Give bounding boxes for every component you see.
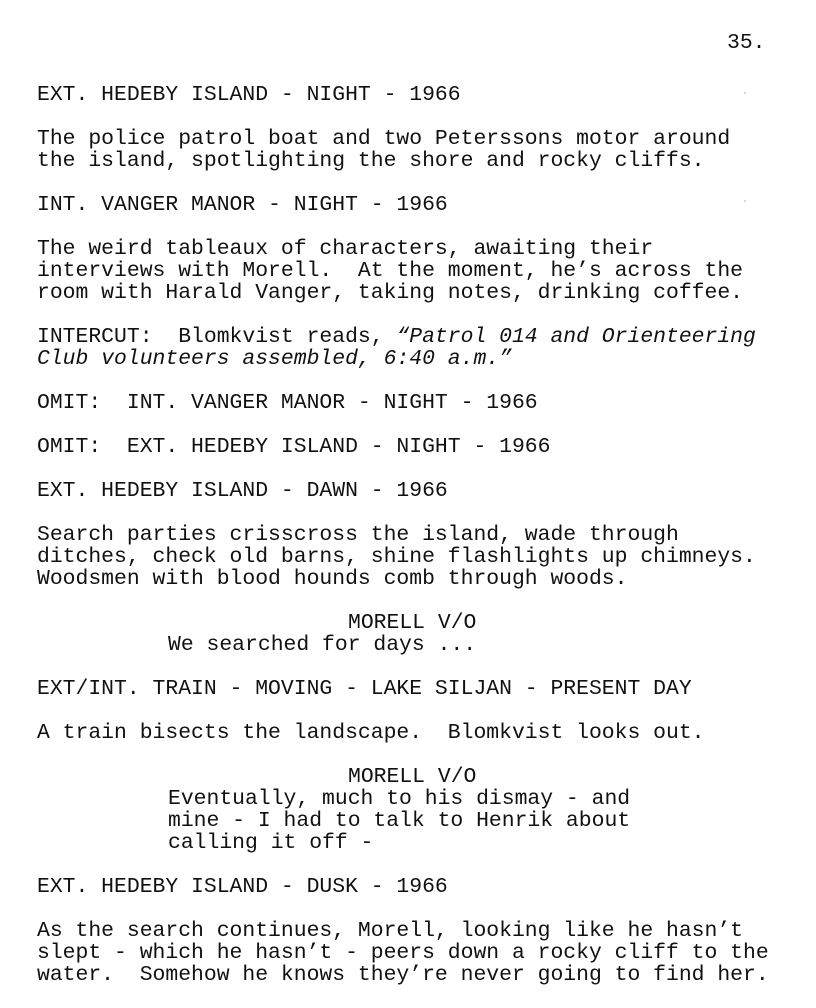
action-text (37, 920, 807, 986)
scene-heading (37, 392, 807, 414)
text-line (37, 546, 807, 568)
text-line (37, 568, 807, 590)
text-line (168, 810, 807, 832)
text-segment: EXT. HEDEBY ISLAND - DUSK - 1966 (37, 875, 448, 899)
action-text (37, 128, 807, 172)
text-segment: EXT/INT. TRAIN - MOVING - LAKE SILJAN - PRESENT DAY (37, 677, 692, 701)
dialogue (37, 788, 807, 854)
scene-heading (37, 194, 807, 216)
text-line (37, 238, 807, 260)
text-line (37, 326, 807, 348)
text-segment: EXT. HEDEBY ISLAND - DAWN - 1966 (37, 479, 448, 503)
text-line (37, 348, 807, 370)
text-line (37, 524, 807, 546)
text-segment: INT. VANGER MANOR - NIGHT - 1966 (37, 193, 448, 217)
scene-heading (37, 678, 807, 700)
text-segment: interviews with Morell. At the moment, he’s across the (37, 259, 744, 283)
italic-text: “Patrol 014 and Orienteering (396, 325, 756, 349)
italic-text: Club volunteers assembled, 6:40 a.m.” (37, 347, 512, 371)
text-line (168, 634, 807, 656)
action-text (37, 238, 807, 304)
text-line (37, 150, 807, 172)
text-line (37, 964, 807, 986)
text-segment: We searched for days ... (168, 633, 477, 657)
text-segment: INTERCUT: Blomkvist reads, (37, 325, 397, 349)
text-segment: the island, spotlighting the shore and rocky cliffs. (37, 149, 705, 173)
action-text (37, 722, 807, 744)
text-segment: mine - I had to talk to Henrik about (168, 809, 631, 833)
dialogue (37, 634, 807, 656)
action-text (37, 524, 807, 590)
text-line (37, 260, 807, 282)
text-segment: As the search continues, Morell, looking like he hasn’t (37, 919, 744, 943)
text-line (37, 942, 807, 964)
text-segment: MORELL V/O (348, 611, 477, 635)
text-segment: water. Somehow he knows they’re never going to find her. (37, 963, 769, 987)
text-segment: slept - which he hasn’t - peers down a rocky cliff to the (37, 941, 769, 965)
scene-heading (37, 84, 807, 106)
text-line (37, 282, 807, 304)
action-text (37, 326, 807, 370)
text-line (37, 876, 807, 898)
text-line (37, 920, 807, 942)
text-segment: The police patrol boat and two Peterssons motor around (37, 127, 731, 151)
text-segment: room with Harald Vanger, taking notes, drinking coffee. (37, 281, 744, 305)
text-segment: OMIT: EXT. HEDEBY ISLAND - NIGHT - 1966 (37, 435, 551, 459)
text-line (168, 832, 807, 854)
text-segment: The weird tableaux of characters, awaiting their (37, 237, 654, 261)
text-line (37, 722, 807, 744)
screenplay-body (37, 84, 807, 1008)
text-segment: Woodsmen with blood hounds comb through woods. (37, 567, 628, 591)
text-segment: MORELL V/O (348, 765, 477, 789)
text-line (348, 766, 807, 788)
text-line (37, 480, 807, 502)
text-line (37, 194, 807, 216)
text-line (37, 392, 807, 414)
text-segment: OMIT: INT. VANGER MANOR - NIGHT - 1966 (37, 391, 538, 415)
text-segment: ditches, check old barns, shine flashlights up chimneys. (37, 545, 756, 569)
text-segment: calling it off - (168, 831, 374, 855)
page-number: 35. (727, 31, 766, 55)
text-line (37, 678, 807, 700)
text-line (37, 436, 807, 458)
text-segment: Eventually, much to his dismay - and (168, 787, 631, 811)
text-segment: A train bisects the landscape. Blomkvist looks out. (37, 721, 705, 745)
text-segment: EXT. HEDEBY ISLAND - NIGHT - 1966 (37, 83, 461, 107)
character-name (37, 612, 807, 634)
text-line (168, 788, 807, 810)
scene-heading (37, 480, 807, 502)
text-line (348, 612, 807, 634)
scene-heading (37, 876, 807, 898)
character-name (37, 766, 807, 788)
scene-heading (37, 436, 807, 458)
text-segment: Search parties crisscross the island, wade through (37, 523, 679, 547)
text-line (37, 128, 807, 150)
text-line (37, 84, 807, 106)
